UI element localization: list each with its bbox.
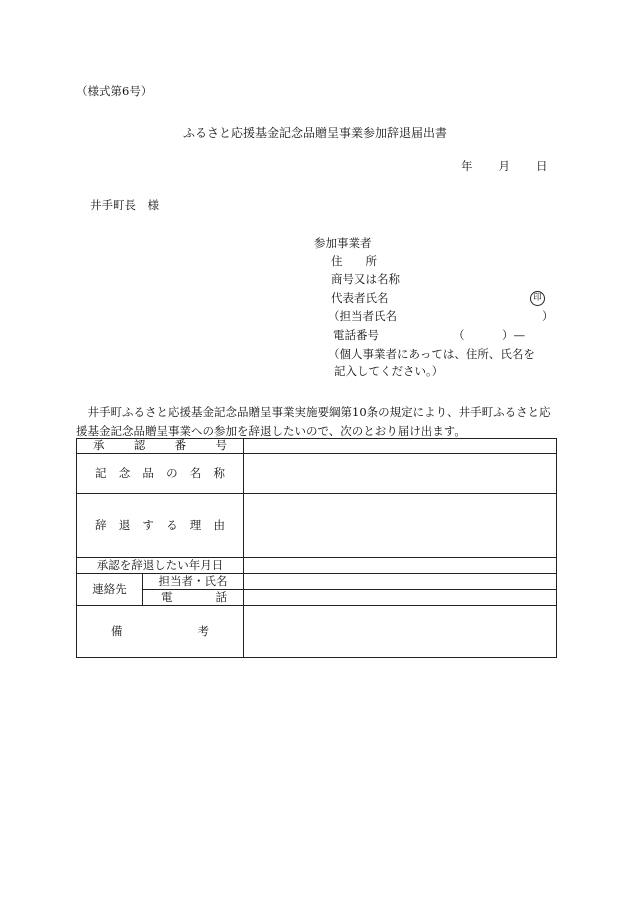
individual-note-line1: （個人事業者にあっては、住所、氏名を (328, 347, 535, 361)
gift-name-label: 記 念 品 の 名 称 (77, 454, 244, 494)
row-gift-name (77, 454, 557, 494)
date-month-label: 月 (498, 159, 510, 173)
contact-label: 連絡先 (77, 574, 143, 606)
approval-number-label: 承 認 番 号 (77, 439, 244, 454)
withdrawal-date-label: 承認を辞退したい年月日 (77, 558, 244, 574)
form-number: （様式第6号） (76, 84, 153, 98)
phone-label: 電話番号 (333, 328, 379, 342)
contact-phone-label: 電 話 (143, 590, 244, 606)
document-title: ふるさと応援基金記念品贈呈事業参加辞退届出書 (182, 126, 447, 140)
reason-label: 辞 退 す る 理 由 (77, 494, 244, 558)
reason-field[interactable] (244, 494, 557, 558)
phone-paren-close: ）— (502, 328, 525, 342)
remarks-label: 備 考 (77, 606, 244, 658)
approval-number-field[interactable] (244, 439, 557, 454)
phone-paren-open: （ (453, 328, 465, 342)
contact-person-field[interactable] (244, 574, 557, 590)
row-reason (77, 494, 557, 558)
address-label: 住 所 (331, 254, 377, 268)
applicant-section-label: 参加事業者 (314, 236, 372, 250)
remarks-field[interactable] (244, 606, 557, 658)
body-paragraph-text: 井手町ふるさと応援基金記念品贈呈事業実施要綱第10条の規定により、井手町ふるさと応援基金記念品贈呈事業への参加を辞退したいので、次のとおり届け出ます。 (76, 405, 551, 438)
withdrawal-form-table (76, 438, 557, 658)
row-contact-person (77, 574, 557, 590)
seal-mark: 印 (530, 291, 545, 306)
representative-label: 代表者氏名 (331, 291, 389, 305)
addressee: 井手町長 様 (90, 198, 159, 212)
individual-note-line2: 記入してください。） (334, 364, 444, 378)
row-remarks (77, 606, 557, 658)
date-line (461, 161, 548, 173)
contact-phone-field[interactable] (244, 590, 557, 606)
gift-name-field[interactable] (244, 454, 557, 494)
date-day-label: 日 (536, 159, 548, 173)
row-withdrawal-date (77, 558, 557, 574)
person-in-charge-close: ） (542, 309, 554, 323)
body-paragraph (76, 403, 562, 441)
row-contact-phone (77, 590, 557, 606)
contact-person-label: 担当者・氏名 (143, 574, 244, 590)
date-year-label: 年 (461, 159, 473, 173)
withdrawal-date-field[interactable] (244, 558, 557, 574)
person-in-charge-open: （担当者氏名 (328, 309, 397, 323)
company-name-label: 商号又は名称 (331, 272, 400, 286)
row-approval-number (77, 439, 557, 454)
